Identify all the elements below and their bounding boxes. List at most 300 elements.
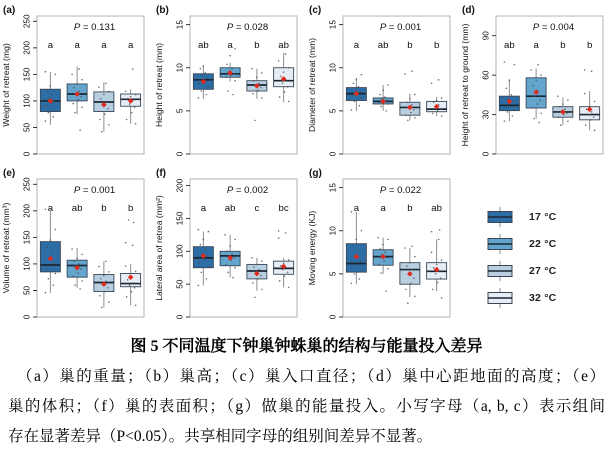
data-point (387, 103, 389, 105)
data-point (81, 280, 83, 282)
p-value-label: P = 0.001 (73, 185, 116, 196)
data-point (377, 237, 379, 239)
data-point (437, 110, 439, 112)
data-point (382, 89, 384, 91)
data-point (284, 275, 286, 277)
data-point (433, 101, 435, 103)
y-tick-label: 100 (22, 94, 32, 108)
data-point (232, 277, 234, 279)
data-point (258, 269, 260, 271)
data-point (201, 272, 203, 274)
boxplot-glyph-icon (487, 206, 521, 228)
y-tick-label: 30 (481, 110, 491, 120)
data-point (45, 292, 47, 294)
data-point (590, 119, 592, 121)
data-point (435, 273, 437, 275)
legend-label: 32 °C (529, 291, 557, 304)
boxplot-svg-f (153, 165, 302, 328)
data-point (125, 265, 127, 267)
data-point (257, 89, 259, 91)
data-point (378, 264, 380, 266)
data-point (203, 239, 205, 241)
data-point (208, 86, 210, 88)
y-axis-title: Weight of retreat (mg) (1, 43, 11, 127)
data-point (48, 112, 50, 114)
data-point (46, 104, 48, 106)
sig-letter: a (353, 40, 360, 51)
data-point (438, 79, 440, 81)
data-point (251, 257, 253, 259)
data-point (131, 291, 133, 293)
data-point (45, 208, 47, 210)
panel-label: (e) (3, 168, 16, 179)
data-point (288, 101, 290, 103)
data-point (567, 99, 569, 101)
data-point (48, 278, 50, 280)
data-point (129, 284, 131, 286)
data-point (431, 82, 433, 84)
data-point (441, 115, 443, 117)
data-point (229, 55, 231, 57)
panel-c (306, 2, 459, 165)
data-point (108, 91, 110, 93)
data-point (54, 262, 56, 264)
data-point (47, 91, 49, 93)
data-point (530, 69, 532, 71)
data-point (232, 94, 234, 96)
data-point (359, 278, 361, 280)
data-point (253, 266, 255, 268)
panel-a (0, 2, 153, 165)
data-point (208, 231, 210, 233)
p-value-label: P = 0.028 (226, 22, 269, 33)
data-point (79, 288, 81, 290)
sig-letter: ab (431, 203, 442, 214)
data-point (591, 111, 593, 113)
data-point (134, 106, 136, 108)
data-point (81, 254, 83, 256)
data-point (55, 273, 57, 275)
data-point (81, 106, 83, 108)
y-tick-label: 150 (22, 67, 32, 82)
data-point (531, 107, 533, 109)
sig-letter: b (127, 203, 134, 214)
boxplot-glyph-icon (487, 260, 521, 282)
data-point (78, 91, 80, 93)
data-point (261, 97, 263, 99)
data-point (103, 94, 105, 96)
data-point (51, 265, 53, 267)
data-point (55, 108, 57, 110)
data-point (440, 108, 442, 110)
caption-line: 巢的体积；（f）巢的表面积；（g）做巢的能量投入。小写字母（a, b, c）表示组间 (8, 398, 605, 415)
data-point (385, 110, 387, 112)
data-point (46, 268, 48, 270)
data-point (76, 258, 78, 260)
sig-letter: b (586, 40, 593, 51)
legend-item-17c (487, 203, 612, 230)
y-tick-label: 250 (22, 14, 32, 29)
data-point (382, 244, 384, 246)
data-point (287, 272, 289, 274)
caption-line: （a）巢的重量；（b）巢高；（c）巢入口直径；（d）巢中心距地面的高度；（e） (17, 368, 605, 385)
legend-label: 17 °C (529, 210, 557, 223)
data-point (101, 131, 103, 133)
data-point (438, 239, 440, 241)
y-tick-label: 200 (22, 204, 32, 218)
plot-border (37, 16, 144, 154)
data-point (135, 305, 137, 307)
data-point (199, 262, 201, 264)
plot-border (343, 16, 450, 154)
caption-line: 存在显著差异（P<0.05）。共享相同字母的组别间差异不显著。 (8, 428, 433, 445)
data-point (410, 112, 412, 114)
data-point (55, 74, 57, 76)
y-tick-label: 15 (175, 20, 185, 30)
data-point (231, 253, 233, 255)
data-point (432, 113, 434, 115)
y-tick-label: 0 (328, 314, 338, 320)
data-point (108, 301, 110, 303)
y-tick-label: 200 (22, 41, 32, 55)
data-point (407, 120, 409, 122)
data-point (53, 284, 55, 286)
data-point (234, 267, 236, 269)
data-point (505, 106, 507, 108)
data-point (358, 251, 360, 253)
data-point (254, 120, 256, 122)
data-point (440, 277, 442, 279)
data-point (257, 278, 259, 280)
y-tick-label: 0 (328, 151, 338, 157)
plot-border (496, 16, 603, 154)
sig-letter: a (74, 40, 80, 51)
boxplot-glyph-icon (487, 233, 521, 255)
data-point (200, 68, 202, 70)
data-point (79, 129, 81, 131)
data-point (74, 284, 76, 286)
data-point (278, 230, 280, 232)
p-value-label: P = 0.001 (379, 22, 422, 33)
data-point (287, 86, 289, 88)
data-point (45, 71, 47, 73)
y-axis-title: Height of retreat (mm) (154, 42, 164, 128)
data-point (359, 105, 361, 107)
y-tick-label: 10 (328, 63, 338, 73)
data-point (128, 219, 130, 221)
data-point (537, 64, 539, 66)
panel-label: (f) (156, 168, 166, 179)
data-point (380, 272, 382, 274)
data-point (225, 264, 227, 266)
data-point (256, 264, 258, 266)
sig-letter: b (433, 40, 440, 51)
data-point (260, 275, 262, 277)
data-point (441, 97, 443, 99)
data-point (234, 80, 236, 82)
data-point (353, 245, 355, 247)
data-point (134, 287, 136, 289)
data-point (282, 269, 284, 271)
sig-letter: a (353, 203, 360, 214)
p-value-label: P = 0.131 (73, 22, 116, 33)
data-point (509, 80, 511, 82)
data-point (108, 124, 110, 126)
data-point (98, 86, 100, 88)
data-point (405, 289, 407, 291)
data-point (557, 95, 559, 97)
data-point (353, 82, 355, 84)
panel-label: (g) (309, 168, 322, 179)
data-point (379, 248, 381, 250)
figure-caption-title: 图 5 不同温度下钟巢钟蛛巢的结构与能量投入差异 (130, 338, 483, 355)
data-point (507, 111, 509, 113)
data-point (560, 124, 562, 126)
y-tick-label: 90 (481, 31, 491, 41)
sig-letter: ab (278, 40, 289, 51)
data-point (540, 74, 542, 76)
y-tick-label: 0 (481, 151, 491, 157)
data-point (594, 101, 596, 103)
data-point (384, 96, 386, 98)
data-point (433, 267, 435, 269)
data-point (74, 112, 76, 114)
data-point (198, 97, 200, 99)
boxplot-svg-e (0, 165, 149, 328)
data-point (227, 272, 229, 274)
sig-letter: a (380, 203, 386, 214)
data-point (108, 271, 110, 273)
data-point (591, 70, 593, 72)
panel-f (153, 165, 306, 328)
data-point (78, 68, 80, 70)
panel-g (306, 165, 459, 328)
data-point (585, 124, 587, 126)
data-point (100, 278, 102, 280)
data-point (101, 307, 103, 309)
data-point (559, 106, 561, 108)
data-point (356, 239, 358, 241)
panel-label: (d) (462, 5, 475, 16)
data-point (207, 256, 209, 258)
y-axis-title: Volume of retreat (mm³) (1, 202, 11, 294)
y-tick-label: 0 (22, 314, 32, 320)
sig-letter: a (200, 203, 207, 214)
data-point (284, 91, 286, 93)
boxplot-svg-c (306, 2, 455, 165)
data-point (198, 285, 200, 287)
y-tick-label: 200 (175, 178, 185, 193)
data-point (406, 265, 408, 267)
data-point (441, 259, 443, 261)
data-point (511, 94, 513, 96)
data-point (100, 98, 102, 100)
data-point (208, 266, 210, 268)
data-point (279, 96, 281, 98)
data-point (55, 229, 57, 231)
data-point (358, 86, 360, 88)
data-point (234, 239, 236, 241)
boxplot-svg-g (306, 165, 455, 328)
sig-letter: ab (198, 40, 209, 51)
data-point (200, 244, 202, 246)
data-point (205, 72, 207, 74)
data-point (132, 68, 134, 70)
y-tick-label: 100 (22, 257, 32, 271)
data-point (233, 73, 235, 75)
data-point (52, 94, 54, 96)
data-point (80, 96, 82, 98)
data-point (279, 280, 281, 282)
sig-letter: b (407, 203, 413, 214)
data-point (203, 65, 205, 67)
y-tick-label: 0 (175, 314, 185, 320)
data-point (135, 271, 137, 273)
data-point (253, 80, 255, 82)
data-point (126, 119, 128, 121)
panel-label: (c) (309, 5, 322, 16)
data-point (205, 249, 207, 251)
data-point (413, 277, 415, 279)
data-point (254, 296, 256, 298)
data-point (413, 109, 415, 111)
data-point (105, 260, 107, 262)
data-point (283, 71, 285, 73)
y-tick-label: 5 (328, 108, 338, 114)
data-point (540, 112, 542, 114)
data-point (361, 230, 363, 232)
y-tick-label: 60 (481, 70, 491, 80)
data-point (351, 109, 353, 111)
data-point (514, 64, 516, 66)
data-point (411, 269, 413, 271)
data-point (384, 252, 386, 254)
data-point (99, 119, 101, 121)
data-point (288, 287, 290, 289)
y-tick-label: 0 (175, 151, 185, 157)
panel-d (459, 2, 612, 165)
y-axis-title: Lateral area of retrea (mm²) (154, 195, 164, 301)
data-point (410, 283, 412, 285)
y-tick-label: 15 (328, 20, 338, 30)
data-point (360, 91, 362, 93)
boxplot-svg-b (153, 2, 302, 165)
sig-letter: ab (71, 203, 83, 214)
data-point (361, 270, 363, 272)
data-point (105, 101, 107, 103)
y-tick-label: 50 (22, 122, 32, 133)
data-point (251, 68, 253, 70)
data-point (261, 289, 263, 291)
y-tick-label: 50 (175, 279, 185, 289)
data-point (73, 87, 75, 89)
data-point (282, 82, 284, 84)
data-point (387, 268, 389, 270)
data-point (105, 83, 107, 85)
data-point (131, 112, 133, 114)
data-point (54, 100, 56, 102)
data-point (132, 282, 134, 284)
y-tick-label: 50 (22, 285, 32, 296)
data-point (201, 90, 203, 92)
data-point (125, 242, 127, 244)
data-point (126, 296, 128, 298)
data-point (513, 101, 515, 103)
panel-b (153, 2, 306, 165)
data-point (512, 115, 514, 117)
data-point (77, 99, 79, 101)
data-point (198, 229, 200, 231)
temperature-legend (459, 165, 612, 328)
data-point (411, 104, 413, 106)
data-point (50, 239, 52, 241)
data-point (132, 245, 134, 247)
panel-e (0, 165, 153, 328)
data-point (504, 120, 506, 122)
data-point (562, 103, 564, 105)
legend-item-27c (487, 257, 612, 284)
data-point (439, 229, 441, 231)
y-tick-label: 15 (328, 183, 338, 193)
data-point (72, 103, 74, 105)
sig-letter: a (533, 40, 539, 51)
data-point (261, 72, 263, 74)
data-point (407, 302, 409, 304)
p-value-label: P = 0.004 (532, 22, 575, 33)
legend-item-32c (487, 284, 612, 311)
y-axis-title: Diameter of retreat (mm) (307, 37, 317, 133)
data-point (107, 287, 109, 289)
sig-letter: a (47, 203, 54, 214)
data-point (593, 116, 595, 118)
data-point (352, 95, 354, 97)
data-point (77, 272, 79, 274)
y-tick-label: 250 (22, 177, 32, 192)
y-tick-label: 150 (175, 211, 185, 226)
data-point (206, 278, 208, 280)
data-point (104, 113, 106, 115)
data-point (207, 77, 209, 79)
data-point (98, 266, 100, 268)
data-point (361, 74, 363, 76)
data-point (385, 290, 387, 292)
data-point (432, 289, 434, 291)
data-point (351, 283, 353, 285)
sig-letter: a (47, 40, 54, 51)
data-point (387, 239, 389, 241)
data-point (288, 67, 290, 69)
legend-label: 22 °C (529, 237, 557, 250)
data-point (280, 76, 282, 78)
data-point (53, 116, 55, 118)
sig-letter: ab (504, 40, 515, 51)
sig-letter: ab (377, 40, 389, 51)
data-point (404, 73, 406, 75)
data-point (441, 297, 443, 299)
y-tick-label: 0 (22, 151, 32, 157)
data-point (351, 211, 353, 213)
boxplot-glyph-icon (487, 287, 521, 309)
data-point (285, 232, 287, 234)
data-point (288, 259, 290, 261)
data-point (414, 296, 416, 298)
data-point (356, 78, 358, 80)
panel-label: (a) (3, 5, 16, 16)
data-point (71, 248, 73, 250)
data-point (234, 48, 236, 50)
data-point (72, 276, 74, 278)
data-point (506, 87, 508, 89)
